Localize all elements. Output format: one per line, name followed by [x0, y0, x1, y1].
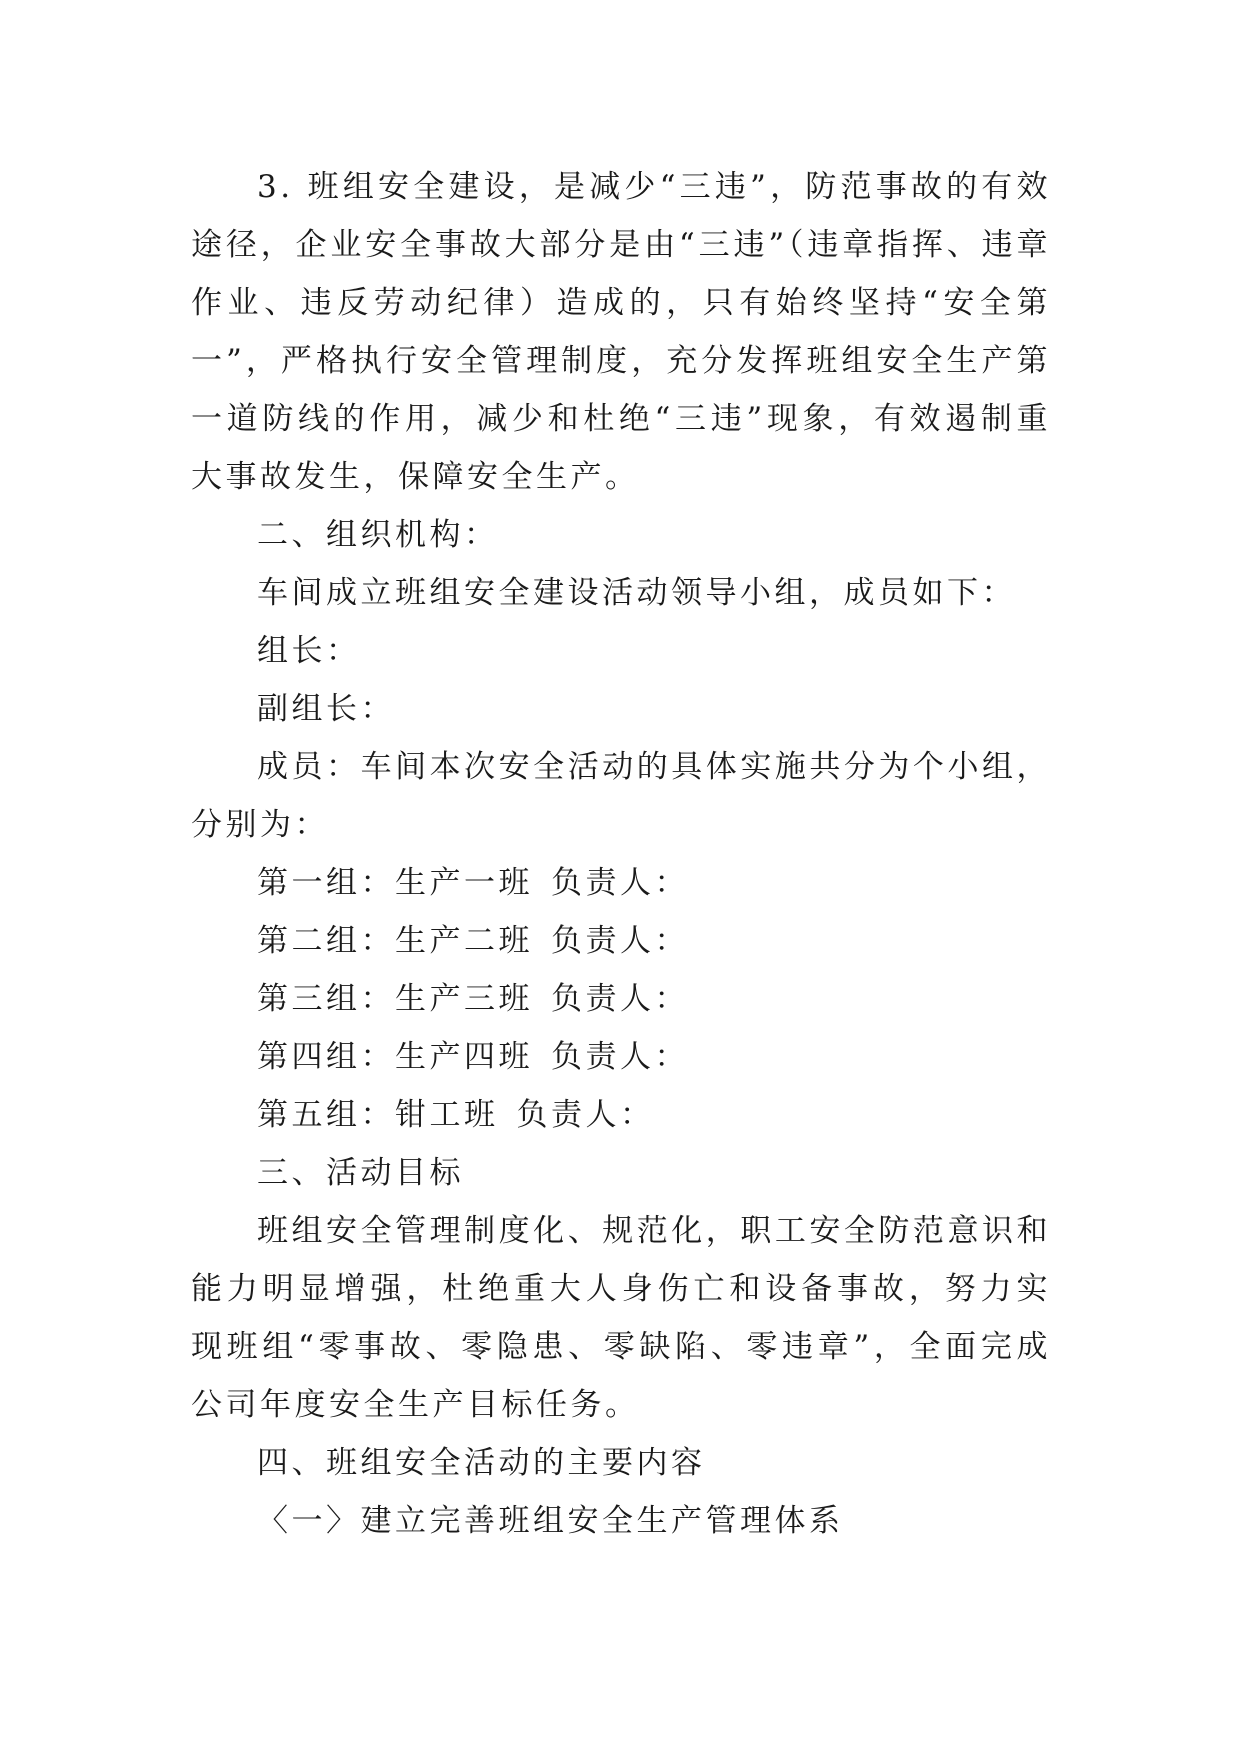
group-owner: 负责人：: [551, 1039, 689, 1075]
heading-main-content: 四、班组安全活动的主要内容: [257, 1445, 706, 1481]
group-item: [191, 1028, 1051, 1086]
paragraph-leading-group: 车间成立班组安全建设活动领导小组，成员如下：: [257, 575, 1016, 611]
leader-line: 组长：: [257, 633, 361, 669]
group-owner: 负责人：: [551, 865, 689, 901]
group-name: 第四组：生产四班: [257, 1039, 533, 1075]
deputy-leader-line: 副组长：: [257, 691, 395, 727]
members-paragraph: 成员：车间本次安全活动的具体实施共分为个小组，分别为：: [191, 749, 1051, 843]
group-owner: 负责人：: [551, 923, 689, 959]
group-name: 第五组：钳工班: [257, 1097, 499, 1133]
heading-organization: 二、组织机构：: [257, 517, 499, 553]
group-item: [191, 970, 1051, 1028]
group-item: [191, 912, 1051, 970]
group-item: [191, 1086, 1051, 1144]
document-body: [191, 158, 1051, 1550]
paragraph-activity-goals: 班组安全管理制度化、规范化，职工安全防范意识和能力明显增强，杜绝重大人身伤亡和设备事故，努力实现班组“零事故、零隐患、零缺陷、零违章”，全面完成公司年度安全生产目标任务。: [191, 1213, 1051, 1423]
heading-activity-goals: 三、活动目标: [257, 1155, 464, 1191]
group-owner: 负责人：: [516, 1097, 655, 1133]
group-owner: 负责人：: [551, 981, 689, 1017]
group-name: 第三组：生产三班: [257, 981, 533, 1017]
subheading-management-system: 〈一〉建立完善班组安全生产管理体系: [257, 1503, 844, 1539]
group-item: [191, 854, 1051, 912]
group-name: 第二组：生产二班: [257, 923, 533, 959]
group-name: 第一组：生产一班: [257, 865, 533, 901]
paragraph-safety-building: 3. 班组安全建设，是减少“三违”，防范事故的有效途径，企业安全事故大部分是由“三违”（违章指挥、违章作业、违反劳动纪律）造成的，只有始终坚持“安全第一”，严格执行安全管理制度，充分发挥班组安全生产第一道防线的作用，减少和杜绝“三违”现象，有效遏制重大事故发生，保障安全生产。: [191, 169, 1051, 495]
